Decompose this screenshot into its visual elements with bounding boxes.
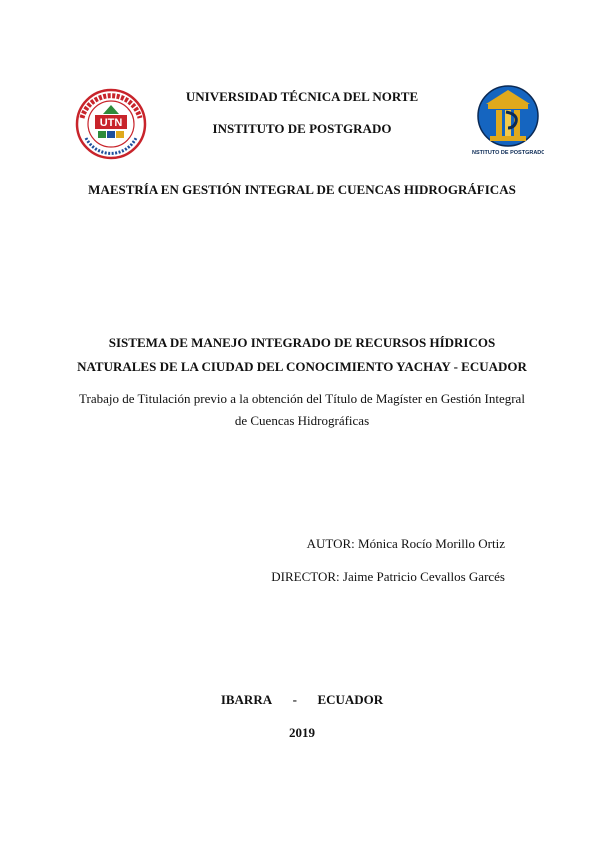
- year: 2019: [289, 725, 315, 740]
- city: IBARRA: [220, 692, 273, 707]
- thesis-title-line-2: NATURALES DE LA CIUDAD DEL CONOCIMIENTO YACHAY - ECUADOR: [77, 359, 527, 374]
- place-line: [0, 692, 604, 708]
- thesis-subtitle-line-2: de Cuencas Hidrográficas: [234, 413, 370, 428]
- country: ECUADOR: [317, 692, 384, 707]
- institute-name: INSTITUTO DE POSTGRADO: [212, 121, 392, 136]
- place-separator: -: [292, 692, 297, 707]
- thesis-subtitle-line-1: Trabajo de Titulación previo a la obtención del Título de Magíster en Gestión Integral: [79, 391, 525, 406]
- institute-logo-caption: INSTITUTO DE POSTGRADO: [472, 150, 544, 156]
- program-name: MAESTRÍA EN GESTIÓN INTEGRAL DE CUENCAS HIDROGRÁFICAS: [88, 182, 516, 197]
- author-credit: AUTOR: Mónica Rocío Morillo Ortiz: [306, 536, 505, 551]
- thesis-title-line-1: SISTEMA DE MANEJO INTEGRADO DE RECURSOS HÍDRICOS: [108, 335, 496, 350]
- director-credit: DIRECTOR: Jaime Patricio Cevallos Garcés: [271, 569, 505, 584]
- university-name: UNIVERSIDAD TÉCNICA DEL NORTE: [185, 89, 419, 104]
- utn-seal-letters: UTN: [99, 117, 123, 129]
